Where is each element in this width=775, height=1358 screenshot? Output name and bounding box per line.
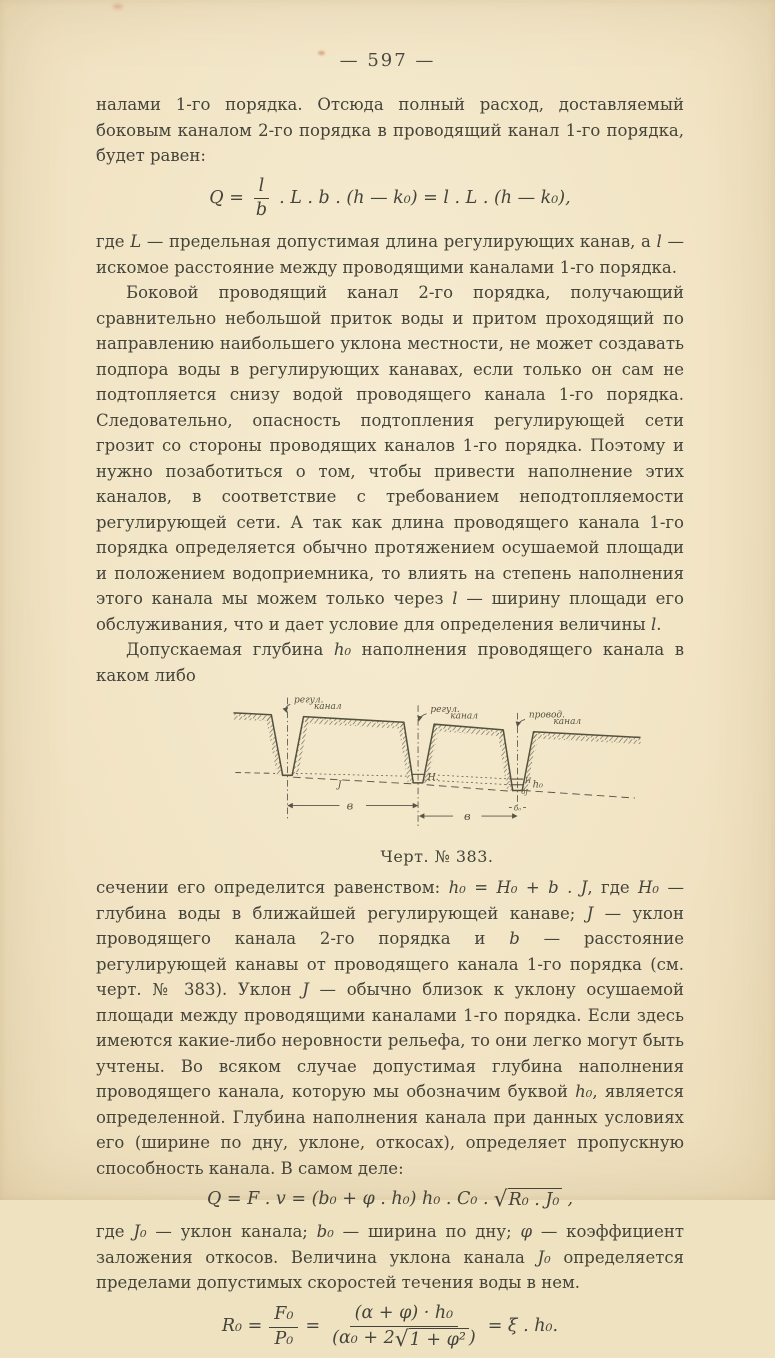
drop-label-bj: бJ [521,788,528,797]
paragraph-intro: налами 1-го порядка. Отсюда полный расход, доставляемый боковым каналом 2-го порядка в проводящий канал 1-го порядка, будет равен: [96,95,684,165]
paragraph-cross-section: сечении его определится равенством: h₀ = H₀ + b . J, где H₀ — глубина воды в ближайшей регулирующей канаве; J — уклон проводящего канала 2-го порядка и b — расстояние регулирующей канавы от проводящего канала 1-го порядка (см. черт. № 383). Уклон J — обычно близок к уклону осушаемой площади между проводящими каналами 1-го порядка. Если здесь имеются какие-либо неровности рельефа, то они легко могут быть учтены. Во всяком случае допустимая глубина наполнения проводящего канала, которую мы обозначим буквой h₀, является определенной. Глубина наполнения канала при данных условиях его (ширине по дну, уклоне, откосах), определяет пропускную способность канала. В самом деле: [96,878,685,1178]
formula-capacity [96,1188,684,1212]
paragraph-allowed-depth: Допускаемая глубина h₀ наполнения проводящего канала в каком либо [96,640,684,685]
fraction: $\frac{\text{F₀}}{\text{P₀}}$ [269,1304,298,1351]
formula-lhs: R₀ = [221,1316,263,1337]
label-provod-canal: провод. [528,710,565,721]
text-column [96,92,684,1358]
denominator-row: (α₀ + 2 √ 1 + φ² ) [332,1326,476,1352]
square-root: √ R₀ . J₀ [494,1188,563,1212]
formula-tail: = ξ . h₀. [487,1316,559,1337]
label-regul-canal-2: регул. [430,705,460,716]
radical-sign: √ [394,1326,409,1352]
slope-label-J: J [337,779,342,791]
figure-caption: Черт. № 383. [380,846,494,866]
label-provod-canal-b: канал [553,717,582,728]
equals-sign: = [305,1316,321,1337]
radical-sign: √ [493,1187,508,1213]
paragraph-lateral-canal: Боковой проводящий канал 2-го порядка, получающий сравнительно небольшой приток воды и притом проходящий по направлению наибольшего уклона местности, не может создавать подпора воды в регулирующих канавах, если только он сам не подтопляется снизу водой проводящего канала 1-го порядка. Следовательно, опасность подтопления регулирующей сети грозит со стороны проводящих каналов 1-го порядка. Поэтому и нужно позаботиться о том, чтобы привести наполнение этих каналов, в соответствие с требованием неподтопляемости регулирующей сети. А так как длина проводящего канала 1-го порядка определяется обычно протяжением осушаемой площади и положением водоприемника, то влиять на степень наполнения этого канала мы можем только через l — ширину площади его обслуживания, что и дает условие для определения величины l. [96,283,684,634]
label-regul-canal-1: регул. [294,695,324,706]
bottom-width-label: б₀ [513,803,522,813]
label-regul-canal-2b: канал [450,711,478,722]
formula-rhs: . L . b . (h — k₀) = l . L . (h — k₀), [279,187,571,208]
formula-lhs: Q = F . v = (b₀ + φ . h₀) h₀ . C₀ . [206,1189,489,1210]
dimension-label-v1: в [346,798,354,813]
depth-label-H-small: H [525,776,532,786]
fraction: (α + φ) · h₀ (α₀ + 2 √ 1 + φ² ) [327,1303,481,1352]
canal-cross-section-figure [222,692,652,834]
dimension-label-v2: в [463,809,471,824]
formula-hydraulic-radius [96,1303,684,1352]
depth-label-H: H. [427,772,439,784]
paragraph-where-J0: где J₀ — уклон канала; b₀ — ширина по дну; φ — коэффициент заложения откосов. Величина уклона канала J₀ определяется пределами допустимых скоростей течения воды в нем. [96,1222,684,1293]
square-root: √ 1 + φ² [395,1328,469,1352]
fraction: $\frac{l}{b}$ [251,176,272,223]
depth-label-h0: h₀ [532,779,543,791]
formula-tail: , [567,1189,574,1210]
label-regul-canal-1b: канал [313,702,342,713]
formula-discharge [96,176,684,223]
figure-block [222,692,652,869]
paragraph-where-L: где L — предельная допустимая длина регулирующих канав, а l — искомое расстояние между проводящими каналами 1-го порядка. [96,232,684,277]
paper-speck [113,4,123,9]
page-number: — 597 — [339,50,436,71]
dimension-lines [288,803,526,816]
formula-lhs: Q = [209,187,244,208]
